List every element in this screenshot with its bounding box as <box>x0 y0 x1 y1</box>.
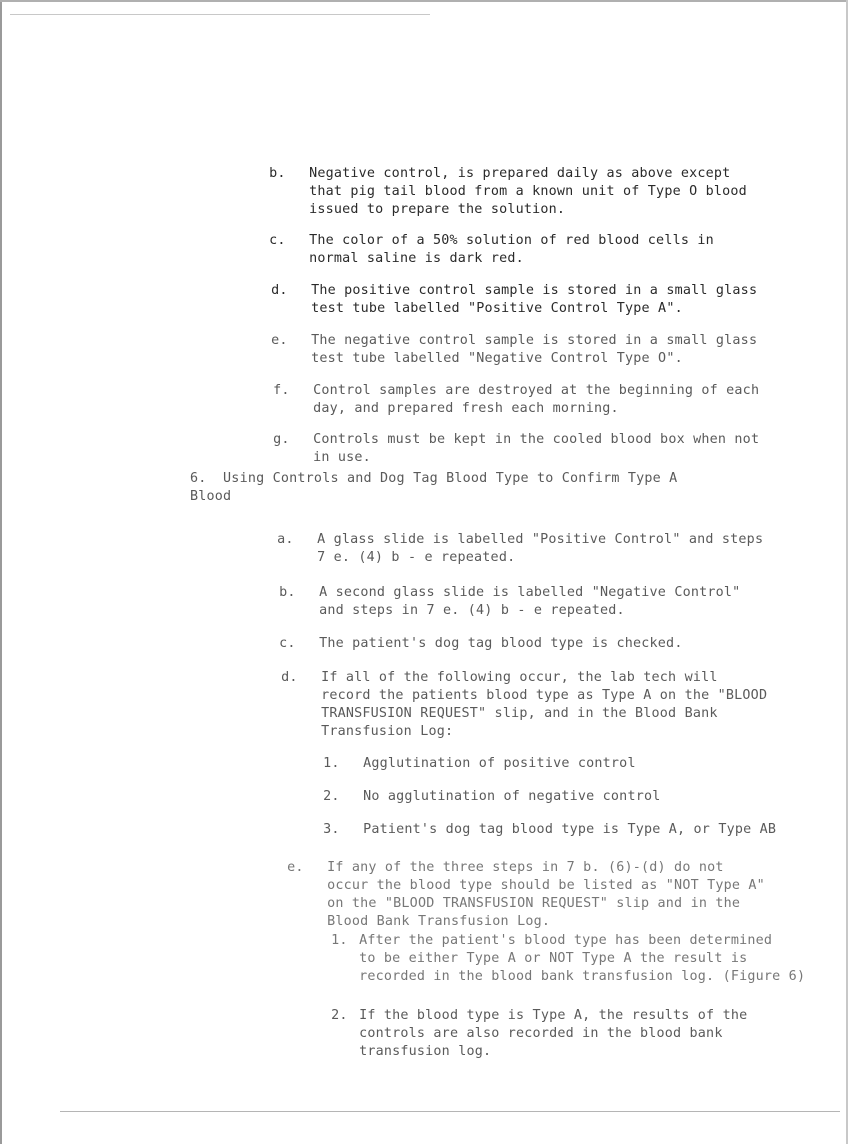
scan-edge-top <box>0 0 848 2</box>
item-label: b. <box>279 585 296 600</box>
item-text: A second glass slide is labelled "Negative Control" and steps in 7 e. (4) b - e repeated. <box>319 585 741 618</box>
item-label: f. <box>273 383 290 398</box>
item-text: If all of the following occur, the lab tech will record the patients blood type as Type A on the "BLOOD TRANSFUSION REQUEST" slip, and in the Blood Bank Transfusion Log: <box>321 670 768 739</box>
item-label: 2. <box>331 1008 348 1023</box>
item-text: If the blood type is Type A, the results of the controls are also recorded in the blood bank transfusion log. <box>359 1008 748 1059</box>
item-label: g. <box>273 432 290 447</box>
note-2 <box>298 989 747 1079</box>
item-label: c. <box>269 233 286 248</box>
item-text: Patient's dog tag blood type is Type A, or Type AB <box>363 822 777 837</box>
item-label: c. <box>279 636 296 651</box>
bottom-rule <box>60 1111 840 1112</box>
item-text: Agglutination of positive control <box>363 756 636 771</box>
item-text: Control samples are destroyed at the beginning of each day, and prepared fresh each morning. <box>313 383 760 416</box>
item-text: No agglutination of negative control <box>363 789 661 804</box>
item-label: 2. <box>323 789 340 804</box>
item-label: a. <box>277 532 294 547</box>
item-text: If any of the three steps in 7 b. (6)-(d) do not occur the blood type should be listed as "NOT Type A" on the "BLOOD TRANSFUSION REQUEST" slip and in the Blood Bank Transfusion Log. <box>327 860 765 929</box>
item-text: Controls must be kept in the cooled blood box when not in use. <box>313 432 760 465</box>
item-label: e. <box>271 333 288 348</box>
item-label: d. <box>281 670 298 685</box>
item-label: b. <box>269 166 286 181</box>
item-label: 1. <box>331 933 348 948</box>
item-text: After the patient's blood type has been determined to be either Type A or NOT Type A the result is recorded in the blood bank transfusion log. (Figure 6) <box>359 933 806 984</box>
item-label: 3. <box>323 822 340 837</box>
scan-edge-left <box>0 0 2 1144</box>
item-text: A glass slide is labelled "Positive Control" and steps 7 e. (4) b - e repeated. <box>317 532 764 565</box>
item-text: The color of a 50% solution of red blood cells in normal saline is dark red. <box>309 233 714 266</box>
item-label: d. <box>271 283 288 298</box>
item-text: The patient's dog tag blood type is checked. <box>319 636 683 651</box>
item-text: The positive control sample is stored in a small glass test tube labelled "Positive Control Type A". <box>311 283 758 316</box>
item-label: 1. <box>323 756 340 771</box>
section-heading: 6. Using Controls and Dog Tag Blood Type to Confirm Type A Blood <box>190 471 678 504</box>
item-text: Negative control, is prepared daily as above except that pig tail blood from a known unit of Type O blood issued to prepare the solution. <box>309 166 747 217</box>
scan-smudge <box>10 14 430 15</box>
item-label: e. <box>287 860 304 875</box>
item-text: The negative control sample is stored in a small glass test tube labelled "Negative Control Type O". <box>311 333 758 366</box>
